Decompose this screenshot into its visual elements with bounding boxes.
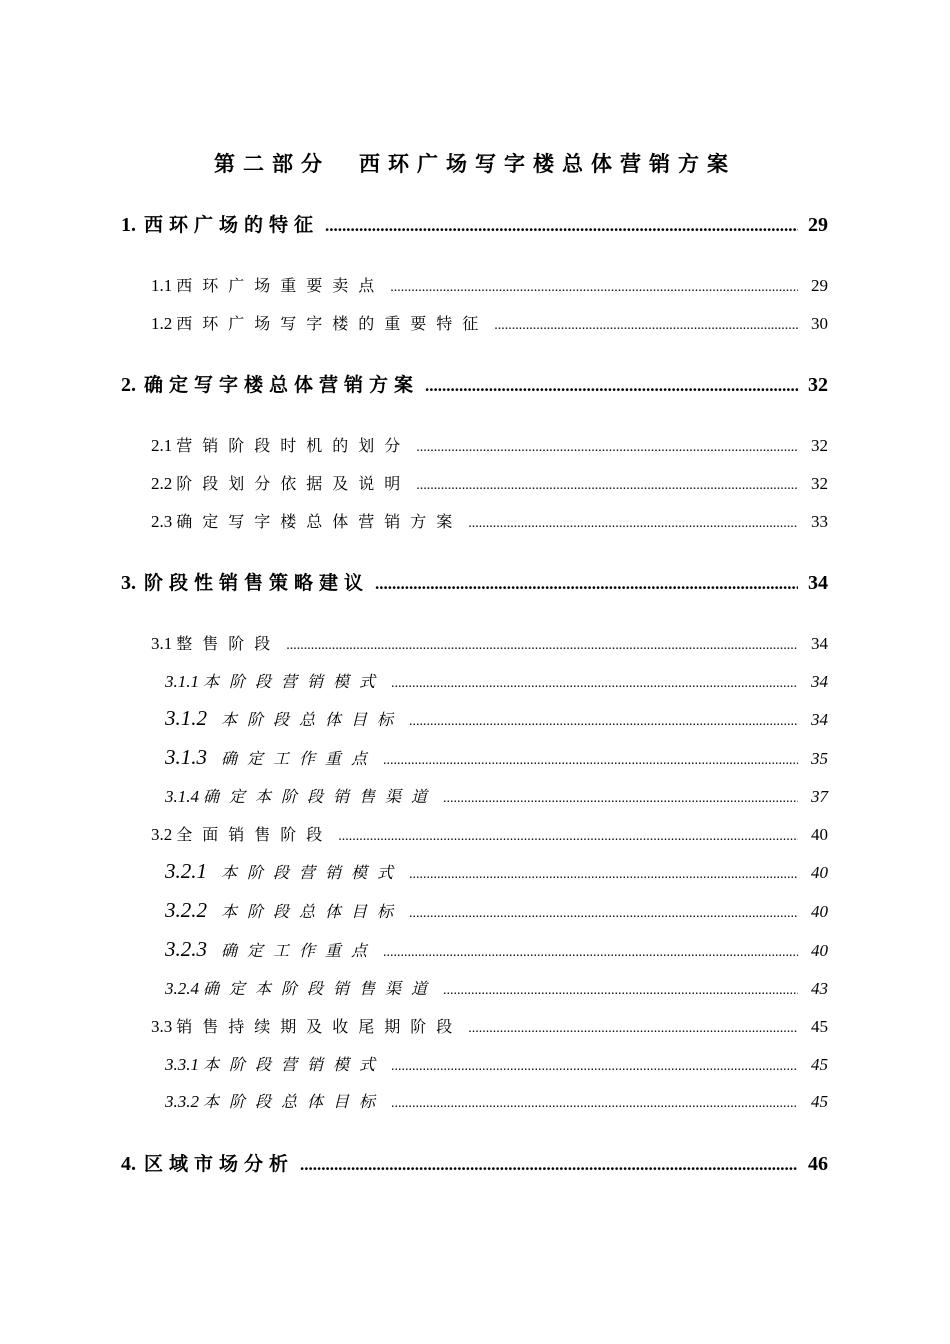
toc-entry-text: 阶段划分依据及说明	[176, 474, 411, 493]
toc-entry-level3[interactable]	[165, 976, 828, 999]
toc-entry-text: 本阶段总体目标	[221, 710, 404, 729]
toc-entry-page: 29	[808, 214, 828, 236]
toc-entry-number: 3.1.2	[165, 706, 207, 730]
toc-dot-leader	[425, 376, 798, 396]
toc-dot-leader	[468, 1021, 798, 1037]
toc-entry-page: 45	[811, 1092, 828, 1111]
toc-entry-level1[interactable]	[121, 210, 828, 237]
toc-entry-text: 销售持续期及收尾期阶段	[176, 1017, 463, 1036]
toc-entry-number: 3.1.4	[165, 787, 199, 806]
toc-entry-text: 本阶段总体目标	[203, 1092, 386, 1111]
toc-entry-label	[121, 568, 369, 595]
toc-entry-label	[165, 898, 403, 923]
toc-entry-label	[151, 1014, 462, 1037]
toc-entry-page: 32	[811, 474, 828, 493]
toc-entry-page: 34	[811, 710, 828, 729]
toc-entry-text: 全面销售阶段	[176, 825, 333, 844]
toc-entry-page: 46	[808, 1153, 828, 1175]
toc-entry-text: 确定本阶段销售渠道	[203, 787, 438, 806]
toc-entry-level2[interactable]	[151, 1014, 828, 1037]
toc-entry-number: 3.2.1	[165, 859, 207, 883]
toc-entry-label	[165, 1089, 385, 1112]
toc-entry-level1[interactable]	[121, 1149, 828, 1176]
toc-entry-number: 2.2	[151, 474, 173, 493]
toc-entry-label	[165, 859, 403, 884]
toc-entry-level1[interactable]	[121, 568, 828, 595]
toc-entry-number: 1.2	[151, 314, 173, 333]
toc-entry-text: 确定本阶段销售渠道	[203, 979, 438, 998]
toc-dot-leader	[494, 318, 798, 334]
toc-entry-number: 1.	[121, 214, 136, 236]
toc-entry-number: 3.2	[151, 825, 173, 844]
toc-entry-label	[165, 706, 403, 731]
toc-entry-label	[165, 976, 437, 999]
toc-entry-level2[interactable]	[151, 471, 828, 494]
toc-entry-level2[interactable]	[151, 433, 828, 456]
toc-entry-page: 34	[808, 572, 828, 594]
toc-entry-level2[interactable]	[151, 509, 828, 532]
toc-dot-leader	[391, 676, 798, 692]
toc-entry-number: 3.3.1	[165, 1055, 199, 1074]
toc-entry-level3[interactable]	[165, 1052, 828, 1075]
toc-entry-level2[interactable]	[151, 822, 828, 845]
toc-dot-leader	[409, 906, 798, 922]
toc-entry-text: 本阶段营销模式	[203, 672, 386, 691]
toc-entry-text: 区域市场分析	[144, 1153, 295, 1175]
toc-entry-label	[165, 784, 437, 807]
toc-entry-number: 1.1	[151, 276, 173, 295]
toc-dot-leader	[391, 1059, 798, 1075]
toc-entry-label	[165, 669, 385, 692]
toc-entry-label	[151, 311, 488, 334]
toc-entry-level3[interactable]	[165, 706, 828, 731]
toc-entry-level3[interactable]	[165, 859, 828, 884]
toc-entry-page: 29	[811, 276, 828, 295]
toc-entry-number: 3.3.2	[165, 1092, 199, 1111]
toc-entry-level3[interactable]	[165, 1089, 828, 1112]
toc-dot-leader	[409, 867, 798, 883]
toc-entry-page: 30	[811, 314, 828, 333]
toc-entry-label	[121, 210, 319, 237]
toc-entry-number: 2.	[121, 374, 136, 396]
toc-entry-text: 阶段性销售策略建议	[144, 572, 370, 594]
toc-entry-page: 37	[811, 787, 828, 806]
toc-entry-page: 40	[811, 825, 828, 844]
toc-entry-text: 营销阶段时机的划分	[176, 436, 411, 455]
toc-dot-leader	[416, 478, 798, 494]
toc-entry-page: 32	[811, 436, 828, 455]
toc-entry-number: 3.3	[151, 1017, 173, 1036]
toc-entry-page: 45	[811, 1055, 828, 1074]
toc-entry-number: 2.3	[151, 512, 173, 531]
toc-entry-text: 本阶段营销模式	[203, 1055, 386, 1074]
toc-entry-label	[165, 937, 377, 962]
toc-entry-label	[151, 509, 462, 532]
toc-entry-label	[121, 370, 419, 397]
toc-entry-text: 本阶段总体目标	[221, 902, 404, 921]
toc-entry-text: 西环广场的特征	[144, 214, 320, 236]
toc-dot-leader	[300, 1155, 798, 1175]
toc-entry-text: 西环广场写字楼的重要特征	[176, 314, 489, 333]
toc-dot-leader	[383, 945, 798, 961]
toc-dot-leader	[416, 440, 798, 456]
toc-entry-label	[165, 745, 377, 770]
toc-dot-leader	[325, 216, 798, 236]
toc-entry-page: 34	[811, 672, 828, 691]
toc-dot-leader	[391, 1096, 798, 1112]
toc-entry-text: 整售阶段	[176, 634, 281, 653]
toc-entry-level3[interactable]	[165, 669, 828, 692]
toc-dot-leader	[468, 516, 798, 532]
toc-dot-leader	[375, 574, 798, 594]
toc-entry-label	[151, 433, 410, 456]
toc-entry-level1[interactable]	[121, 370, 828, 397]
toc-entry-label	[165, 1052, 385, 1075]
toc-entry-page: 34	[811, 634, 828, 653]
toc-entry-label	[151, 273, 384, 296]
toc-entry-page: 40	[811, 902, 828, 921]
toc-dot-leader	[390, 280, 798, 296]
toc-entry-text: 本阶段营销模式	[221, 863, 404, 882]
toc-entry-text: 确定工作重点	[221, 941, 378, 960]
toc-entry-text: 确定工作重点	[221, 749, 378, 768]
document-title: 第二部分 西环广场写字楼总体营销方案	[214, 152, 736, 176]
toc-entry-page: 32	[808, 374, 828, 396]
toc-entry-number: 3.1.3	[165, 745, 207, 769]
toc-entry-level3[interactable]	[165, 898, 828, 923]
toc-entry-label	[151, 822, 332, 845]
toc-entry-page: 40	[811, 941, 828, 960]
toc-entry-number: 3.1	[151, 634, 173, 653]
toc-entry-level2[interactable]	[151, 631, 828, 654]
toc-entry-label	[151, 471, 410, 494]
toc-dot-leader	[443, 791, 798, 807]
toc-entry-page: 45	[811, 1017, 828, 1036]
toc-dot-leader	[409, 714, 798, 730]
toc-entry-page: 33	[811, 512, 828, 531]
toc-dot-leader	[338, 829, 798, 845]
toc-entry-number: 3.	[121, 572, 136, 594]
toc-entry-level3[interactable]	[165, 745, 828, 770]
toc-entry-label	[121, 1149, 294, 1176]
toc-dot-leader	[383, 753, 798, 769]
toc-entry-label	[151, 631, 280, 654]
toc-entry-number: 3.2.4	[165, 979, 199, 998]
toc-entry-level2[interactable]	[151, 273, 828, 296]
toc-dot-leader	[443, 983, 798, 999]
toc-entry-level3[interactable]	[165, 784, 828, 807]
toc-entry-page: 35	[811, 749, 828, 768]
toc-entry-number: 3.2.3	[165, 937, 207, 961]
toc-entry-text: 确定写字楼总体营销方案	[176, 512, 463, 531]
toc-dot-leader	[286, 638, 798, 654]
toc-entry-level3[interactable]	[165, 937, 828, 962]
toc-entry-number: 3.1.1	[165, 672, 199, 691]
toc-entry-number: 3.2.2	[165, 898, 207, 922]
toc-entry-page: 40	[811, 863, 828, 882]
toc-entry-number: 4.	[121, 1153, 136, 1175]
toc-entry-number: 2.1	[151, 436, 173, 455]
toc-entry-level2[interactable]	[151, 311, 828, 334]
toc-entry-text: 确定写字楼总体营销方案	[144, 374, 420, 396]
toc-entry-page: 43	[811, 979, 828, 998]
toc-entry-text: 西环广场重要卖点	[176, 276, 385, 295]
